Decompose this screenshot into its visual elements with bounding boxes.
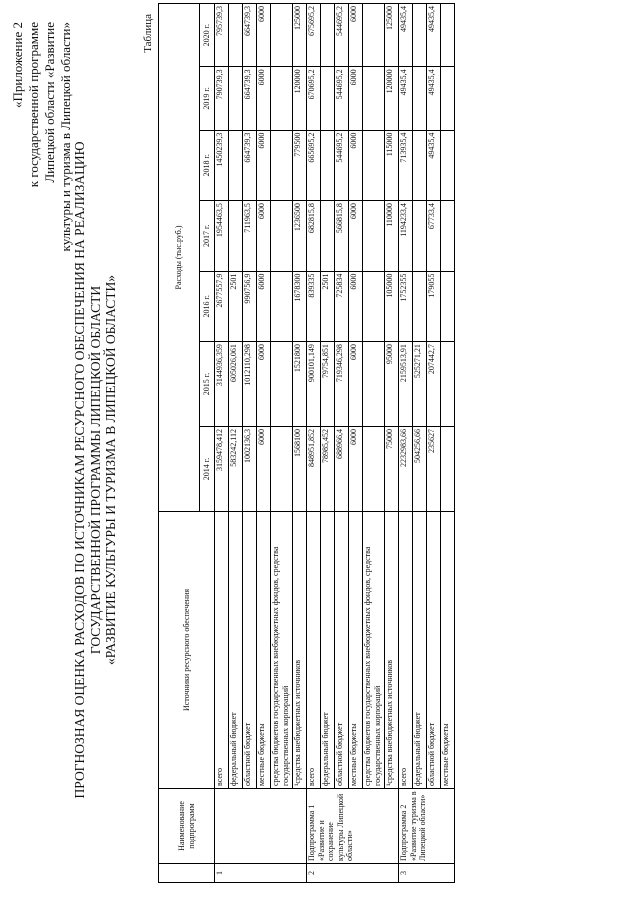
amount-cell: 110000 — [385, 201, 399, 272]
header-year: 2015 г. — [200, 342, 215, 427]
amount-cell: 1002136,3 — [243, 427, 257, 512]
funding-source: федеральный бюджет — [229, 512, 243, 789]
table-row — [335, 4, 349, 883]
header-index — [159, 864, 215, 883]
amount-cell: 6000 — [257, 271, 271, 342]
amount-cell — [413, 130, 427, 201]
amount-cell: 670695,2 — [307, 67, 321, 130]
amount-cell: 711963,5 — [243, 201, 257, 272]
row-index: 3 — [399, 864, 455, 883]
amount-cell: 95000 — [385, 342, 399, 427]
amount-cell: 2232983,66 — [399, 427, 413, 512]
amount-cell: 6000 — [349, 427, 363, 512]
amount-cell — [413, 67, 427, 130]
amount-cell: 67733,4 — [427, 201, 441, 272]
amount-cell: 120000 — [293, 67, 307, 130]
amount-cell — [441, 4, 455, 67]
amount-cell: 848951,852 — [307, 427, 321, 512]
amount-cell: 120000 — [385, 67, 399, 130]
amount-cell: 839335 — [307, 271, 321, 342]
appendix-line: к государственной программе — [26, 22, 41, 188]
amount-cell: 713935,4 — [399, 130, 413, 201]
amount-cell: 6000 — [349, 4, 363, 67]
expense-table — [158, 3, 455, 883]
amount-cell — [321, 130, 335, 201]
amount-cell — [413, 271, 427, 342]
amount-cell: 78985,452 — [321, 427, 335, 512]
header-expenses: Расходы (тыс.руб.) — [159, 4, 200, 512]
header-year: 2017 г. — [200, 201, 215, 272]
table-row — [293, 4, 307, 883]
amount-cell: 49435,4 — [427, 67, 441, 130]
amount-cell: 2677557,9 — [215, 271, 229, 342]
amount-cell: 544695,2 — [335, 130, 349, 201]
amount-cell: 544695,2 — [335, 67, 349, 130]
table-row — [307, 4, 321, 883]
amount-cell — [441, 130, 455, 201]
funding-source: средства бюджетов государственных внебюджетных фондов, средства государственных корпораций — [271, 512, 293, 789]
funding-source: местные бюджеты — [349, 512, 363, 789]
appendix-line: Липецкой области «Развитие — [42, 22, 57, 183]
amount-cell — [229, 67, 243, 130]
appendix-note — [10, 22, 74, 251]
funding-source: средства бюджетов государственных внебюджетных фондов, средства государственных корпораций — [363, 512, 385, 789]
amount-cell — [413, 4, 427, 67]
table-body — [215, 4, 455, 883]
amount-cell: 49435,4 — [399, 67, 413, 130]
amount-cell: 3159478,412 — [215, 427, 229, 512]
amount-cell — [321, 201, 335, 272]
funding-source: всего — [307, 512, 321, 789]
amount-cell: 1568100 — [293, 427, 307, 512]
amount-cell: 1194233,4 — [399, 201, 413, 272]
amount-cell: 105000 — [385, 271, 399, 342]
amount-cell: 6000 — [349, 201, 363, 272]
table-row — [257, 4, 271, 883]
amount-cell — [271, 427, 293, 512]
amount-cell: 1236500 — [293, 201, 307, 272]
amount-cell: 6000 — [349, 67, 363, 130]
table-row — [427, 4, 441, 883]
amount-cell: 566815,8 — [335, 201, 349, 272]
subprogram-name — [215, 789, 307, 864]
amount-cell — [271, 4, 293, 67]
amount-cell: 1450239,3 — [215, 130, 229, 201]
title-line: ГОСУДАРСТВЕННОЙ ПРОГРАММЫ ЛИПЕЦКОЙ ОБЛАСТИ — [87, 285, 103, 655]
document-title — [72, 75, 119, 865]
amount-cell: 125000 — [293, 4, 307, 67]
amount-cell: 6000 — [257, 201, 271, 272]
amount-cell: 719346,298 — [335, 342, 349, 427]
row-index: 1 — [215, 864, 307, 883]
amount-cell — [441, 427, 455, 512]
amount-cell: 990756,9 — [243, 271, 257, 342]
table-caption: Таблица — [142, 14, 154, 53]
amount-cell — [441, 271, 455, 342]
table-row — [243, 4, 257, 883]
subprogram-name: Подпрограмма 1 «Развитие и сохранение культуры Липецкой области» — [307, 789, 399, 864]
row-index: 2 — [307, 864, 399, 883]
funding-source: областной бюджет — [335, 512, 349, 789]
funding-source: ¹средства внебюджетных источников — [385, 512, 399, 789]
header-source: Источники ресурсного обеспечения — [159, 512, 215, 789]
amount-cell: 6000 — [349, 271, 363, 342]
amount-cell: 1954463,5 — [215, 201, 229, 272]
funding-source: федеральный бюджет — [413, 512, 427, 789]
amount-cell: 504256,66 — [413, 427, 427, 512]
amount-cell: 49435,4 — [427, 130, 441, 201]
amount-cell: 79754,851 — [321, 342, 335, 427]
header-year: 2019 г. — [200, 67, 215, 130]
amount-cell — [441, 67, 455, 130]
funding-source: местные бюджеты — [441, 512, 455, 789]
amount-cell: 6000 — [257, 4, 271, 67]
amount-cell: 688966,4 — [335, 427, 349, 512]
funding-source: областной бюджет — [427, 512, 441, 789]
amount-cell — [413, 201, 427, 272]
table-row — [413, 4, 427, 883]
amount-cell: 2501 — [321, 271, 335, 342]
table-row — [215, 4, 229, 883]
amount-cell — [271, 201, 293, 272]
amount-cell: 675695,2 — [307, 4, 321, 67]
amount-cell — [363, 130, 385, 201]
amount-cell — [271, 342, 293, 427]
amount-cell: 900101,149 — [307, 342, 321, 427]
header-year: 2016 г. — [200, 271, 215, 342]
table-row — [229, 4, 243, 883]
amount-cell — [271, 67, 293, 130]
amount-cell: 2159513,91 — [399, 342, 413, 427]
amount-cell: 6000 — [257, 342, 271, 427]
amount-cell: 3144936,359 — [215, 342, 229, 427]
funding-source: ¹средства внебюджетных источников — [293, 512, 307, 789]
amount-cell: 682815,8 — [307, 201, 321, 272]
appendix-line: культуры и туризма в Липецкой области» — [58, 22, 73, 252]
amount-cell: 664739,3 — [243, 67, 257, 130]
amount-cell: 664739,3 — [243, 4, 257, 67]
amount-cell: 75000 — [385, 427, 399, 512]
amount-cell: 795739,3 — [215, 4, 229, 67]
amount-cell: 6000 — [349, 130, 363, 201]
amount-cell: 1752355 — [399, 271, 413, 342]
table-row — [271, 4, 293, 883]
title-line: ПРОГНОЗНАЯ ОЦЕНКА РАСХОДОВ ПО ИСТОЧНИКАМ РЕСУРСНОГО ОБЕСПЕЧЕНИЯ НА РЕАЛИЗАЦИЮ — [72, 141, 87, 799]
amount-cell — [321, 67, 335, 130]
header-year: 2018 г. — [200, 130, 215, 201]
amount-cell: 1678300 — [293, 271, 307, 342]
funding-source: всего — [399, 512, 413, 789]
amount-cell — [363, 201, 385, 272]
header-year: 2020 г. — [200, 4, 215, 67]
amount-cell: 1012110,298 — [243, 342, 257, 427]
amount-cell: 1521800 — [293, 342, 307, 427]
funding-source: федеральный бюджет — [321, 512, 335, 789]
amount-cell: 779500 — [293, 130, 307, 201]
amount-cell: 125000 — [385, 4, 399, 67]
amount-cell: 725834 — [335, 271, 349, 342]
amount-cell — [321, 4, 335, 67]
amount-cell — [441, 342, 455, 427]
amount-cell: 6000 — [257, 130, 271, 201]
funding-source: областной бюджет — [243, 512, 257, 789]
table-row — [349, 4, 363, 883]
amount-cell: 207442,7 — [427, 342, 441, 427]
funding-source: всего — [215, 512, 229, 789]
header-program-name: Наименование подпрограмм — [159, 789, 215, 864]
amount-cell — [363, 271, 385, 342]
amount-cell: 235627 — [427, 427, 441, 512]
amount-cell — [229, 4, 243, 67]
amount-cell: 179055 — [427, 271, 441, 342]
table-row — [385, 4, 399, 883]
amount-cell — [229, 201, 243, 272]
amount-cell: 544695,2 — [335, 4, 349, 67]
title-line: «РАЗВИТИЕ КУЛЬТУРЫ И ТУРИЗМА В ЛИПЕЦКОЙ ОБЛАСТИ» — [103, 275, 118, 665]
subprogram-name: Подпрограмма 2 «Развитие туризма в Липецкой области» — [399, 789, 455, 864]
amount-cell: 583242,112 — [229, 427, 243, 512]
amount-cell — [441, 201, 455, 272]
amount-cell: 2501 — [229, 271, 243, 342]
amount-cell: 6000 — [349, 342, 363, 427]
amount-cell — [363, 4, 385, 67]
table-row — [399, 4, 413, 883]
table-row — [321, 4, 335, 883]
amount-cell: 664739,3 — [243, 130, 257, 201]
table-row — [441, 4, 455, 883]
amount-cell: 6000 — [257, 67, 271, 130]
amount-cell — [271, 130, 293, 201]
amount-cell — [363, 342, 385, 427]
amount-cell: 49435,4 — [399, 4, 413, 67]
amount-cell — [363, 427, 385, 512]
amount-cell — [229, 130, 243, 201]
header-year: 2014 г. — [200, 427, 215, 512]
amount-cell: 605026,061 — [229, 342, 243, 427]
amount-cell: 525271,21 — [413, 342, 427, 427]
table-row — [363, 4, 385, 883]
amount-cell: 665695,2 — [307, 130, 321, 201]
table-header-row — [159, 4, 200, 883]
amount-cell — [363, 67, 385, 130]
amount-cell — [271, 271, 293, 342]
amount-cell: 49435,4 — [427, 4, 441, 67]
amount-cell: 6000 — [257, 427, 271, 512]
funding-source: местные бюджеты — [257, 512, 271, 789]
appendix-line: «Приложение 2 — [10, 22, 25, 109]
amount-cell: 115000 — [385, 130, 399, 201]
amount-cell: 790739,3 — [215, 67, 229, 130]
